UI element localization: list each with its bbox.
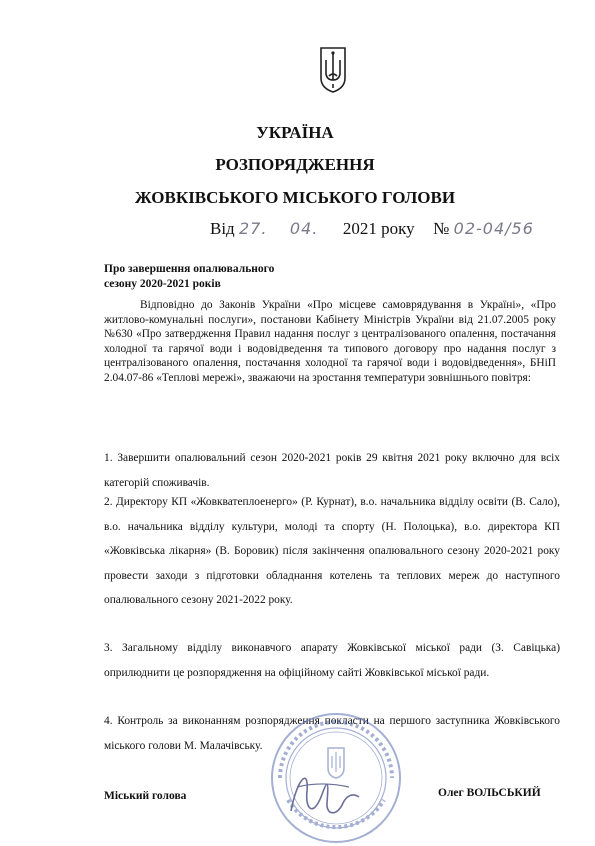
- subject-line-2: сезону 2020-2021 років: [104, 278, 221, 290]
- date-month: 04.: [289, 219, 319, 238]
- signer-name: Олег ВОЛЬСЬКИЙ: [438, 787, 541, 799]
- country-heading: УКРАЇНА: [256, 123, 334, 142]
- order-item-3: 3. Загальному відділу виконавчого апарату Жовківської міської ради (З. Савіцька) оприлюднити це розпорядження на офіційному сайті Жовківської міської ради.: [104, 642, 560, 679]
- preamble-paragraph: Відповідно до Законів України «Про місцеве самоврядування в Україні», «Про житлово-комунальні послуги», постанови Кабінету Міністрів України від 21.07.2005 року №630 «Про затвердження Правил надання послуг з централізованого опалення, постачання холодної та гарячої води і водовідведення та типового договору про надання послуг з централізованого опалення, постачання холодної та гарячої води і водовідведення», БНіП 2.04.07-86 «Теплові мережі», зважаючи на зростання температури зовнішнього повітря:: [104, 299, 556, 384]
- number-sign: №: [433, 219, 450, 238]
- document-number: 02-04/56: [453, 219, 534, 238]
- document-subject: [104, 262, 274, 292]
- date-day: 27.: [238, 219, 268, 238]
- signer-position: Міський голова: [104, 790, 187, 802]
- authority-heading: ЖОВКІВСЬКОГО МІСЬКОГО ГОЛОВИ: [134, 188, 456, 207]
- date-number-line: [210, 219, 534, 239]
- trident-emblem-icon: [319, 46, 347, 94]
- handwritten-signature: [283, 757, 363, 827]
- date-year: 2021 року: [342, 219, 415, 238]
- date-prefix: Від: [210, 219, 235, 238]
- order-item-1: 1. Завершити опалювальний сезон 2020-2021 років 29 квітня 2021 року включно для всіх категорій споживачів.: [104, 452, 560, 489]
- order-item-4: 4. Контроль за виконанням розпорядження покласти на першого заступника Жовківського міського голови М. Малачівську.: [104, 715, 560, 752]
- document-type-heading: РОЗПОРЯДЖЕННЯ: [215, 155, 375, 174]
- subject-line-1: Про завершення опалювального: [104, 263, 275, 275]
- order-item-2: 2. Директору КП «Жовкватеплоенерго» (Р. Курнат), в.о. начальника відділу освіти (В. Сало), в.о. начальника відділу культури, молоді та спорту (Н. Полоцька), в.о. директора КП «Жовківська лікарня» (В. Боровик) після закінчення опалювального сезону 2020-2021 року провести заходи з підготовки обладнання котелень та теплових мереж до наступного опалювального сезону 2021-2022 року.: [104, 496, 560, 606]
